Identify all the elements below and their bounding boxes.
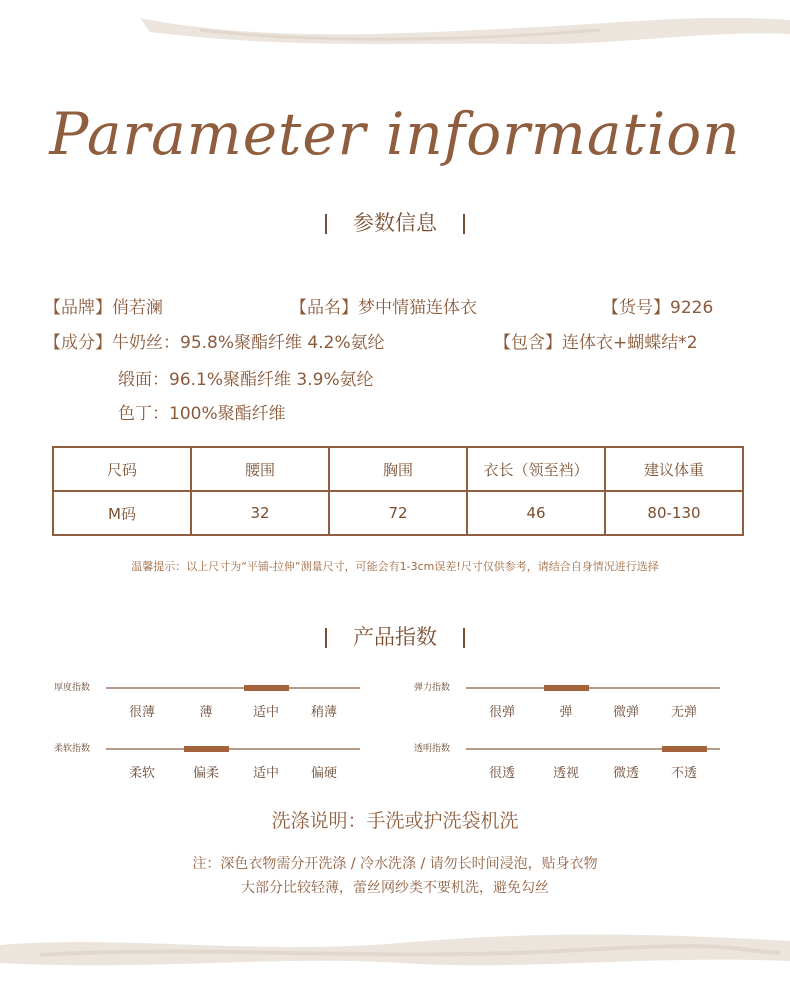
- header-cell-waist: 腰围: [191, 447, 329, 491]
- divider-bar-left: [325, 628, 327, 648]
- gauge-option: 柔软: [128, 766, 155, 781]
- composition-line-3: 色丁：100%聚酯纤维: [118, 404, 286, 424]
- includes-value: 连体衣+蝴蝶结*2: [562, 333, 698, 353]
- gauge-marker: [544, 685, 589, 691]
- brand-label: 【品牌】: [44, 298, 112, 318]
- gauge-option: 透视: [552, 766, 579, 781]
- composition-line-1: 牛奶丝：95.8%聚酯纤维 4.2%氨纶: [112, 333, 385, 353]
- gauge-label: 厚度指数: [54, 683, 91, 693]
- product-name-row: [290, 293, 477, 318]
- gauge-option: 偏硬: [310, 766, 337, 781]
- table-row: [53, 491, 743, 535]
- header-cell-length: 衣长（领至裆）: [467, 447, 605, 491]
- cell-waist: 32: [191, 491, 329, 535]
- gauge-option: 很透: [488, 766, 515, 781]
- product-name-label: 【品名】: [290, 298, 358, 318]
- size-table: [52, 446, 744, 536]
- gauge-thickness: [54, 680, 364, 720]
- divider-bar-left: [325, 214, 327, 234]
- gauge-label: 弹力指数: [414, 683, 451, 693]
- gauge-option: 微弹: [612, 705, 639, 720]
- gauge-marker: [244, 685, 289, 691]
- composition-line-2: 缎面：96.1%聚酯纤维 3.9%氨纶: [118, 370, 374, 390]
- gauge-label: 柔软指数: [54, 744, 91, 754]
- gauge-option: 弹: [559, 705, 573, 720]
- sku-row: [602, 293, 713, 318]
- includes-label: 【包含】: [494, 333, 562, 353]
- gauge-label: 透明指数: [414, 744, 451, 754]
- cell-chest: 72: [329, 491, 467, 535]
- gauge-option: 适中: [252, 705, 279, 720]
- size-table-header-row: [53, 447, 743, 491]
- gauge-option: 微透: [612, 766, 639, 781]
- composition-label: 【成分】: [44, 333, 112, 353]
- section-title-text: 产品指数: [353, 625, 437, 649]
- header-cell-chest: 胸围: [329, 447, 467, 491]
- section-title-params: [0, 207, 790, 237]
- sku-value: 9226: [670, 298, 714, 318]
- product-name-value: 梦中情猫连体衣: [358, 298, 477, 318]
- brand-row: [44, 293, 163, 318]
- sku-label: 【货号】: [602, 298, 670, 318]
- divider-bar-right: [463, 214, 465, 234]
- gauge-track: [106, 687, 360, 689]
- gauge-option: 不透: [670, 766, 697, 781]
- gauge-option: 很薄: [128, 705, 155, 720]
- gauge-elasticity: [414, 680, 724, 720]
- cell-weight: 80-130: [605, 491, 743, 535]
- gauge-option: 适中: [252, 766, 279, 781]
- section-title-index: [0, 621, 790, 651]
- gauge-transparency: [414, 741, 724, 781]
- includes-row: [494, 328, 698, 353]
- section-title-text: 参数信息: [353, 211, 437, 235]
- gauge-track: [466, 687, 720, 689]
- cell-length: 46: [467, 491, 605, 535]
- brand-value: 俏若澜: [112, 298, 163, 318]
- brush-stroke-bottom: [0, 915, 790, 997]
- gauge-option: 无弹: [670, 705, 697, 720]
- gauge-marker: [184, 746, 229, 752]
- gauge-option: 薄: [199, 705, 213, 720]
- gauge-softness: [54, 741, 364, 781]
- header-cell-weight: 建议体重: [605, 447, 743, 491]
- header-cell-size: 尺码: [53, 447, 191, 491]
- measurement-tip: 温馨提示：以上尺寸为“平铺-拉伸”测量尺寸，可能会有1-3cm误差!尺寸仅供参考，请结合自身情况进行选择: [131, 560, 659, 573]
- gauge-track: [106, 748, 360, 750]
- brush-stroke-top: [0, 0, 790, 60]
- composition-row: [44, 328, 385, 353]
- gauge-option: 很弹: [488, 705, 515, 720]
- cell-size: M码: [53, 491, 191, 535]
- page-title: Parameter information: [49, 100, 741, 168]
- gauge-marker: [662, 746, 707, 752]
- wash-instructions-title: 洗涤说明：手洗或护洗袋机洗: [271, 810, 519, 832]
- care-note-line-1: 注：深色衣物需分开洗涤 / 冷水洗涤 / 请勿长时间浸泡，贴身衣物: [192, 856, 598, 872]
- gauge-option: 稍薄: [310, 705, 337, 720]
- gauge-option: 偏柔: [192, 766, 219, 781]
- divider-bar-right: [463, 628, 465, 648]
- care-note-line-2: 大部分比较轻薄，蕾丝网纱类不要机洗，避免勾丝: [241, 880, 549, 896]
